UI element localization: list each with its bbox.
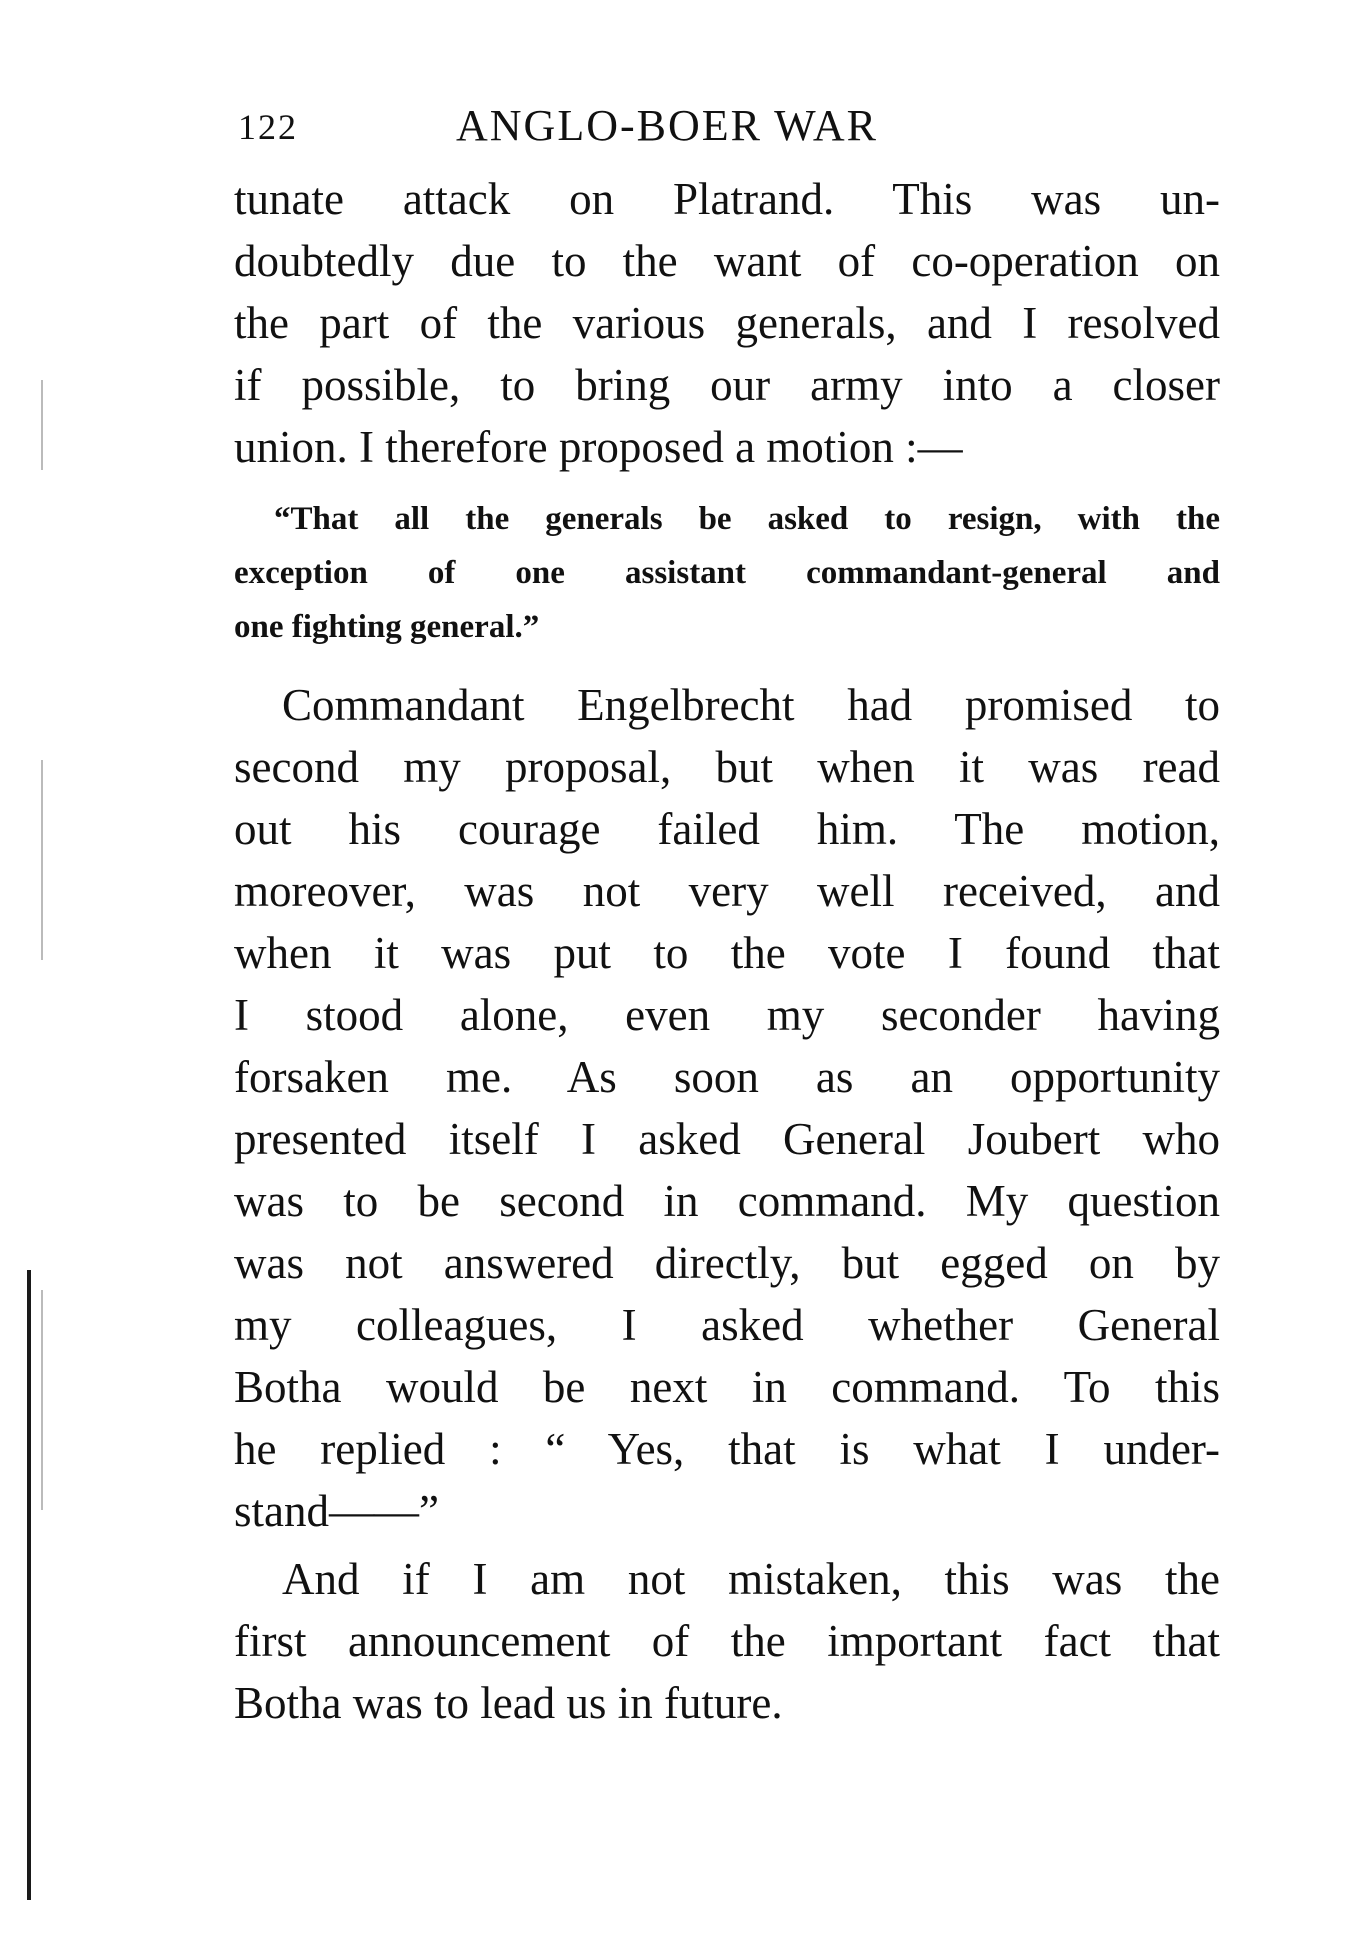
text-line: Commandant Engelbrecht had promised to — [282, 680, 1220, 730]
paragraph-2 — [234, 674, 1220, 1542]
text-line: Botha would be next in command. To this — [234, 1362, 1220, 1412]
text-line: And if I am not mistaken, this was the — [282, 1554, 1220, 1604]
text-line: the part of the various generals, and I resolved — [234, 298, 1220, 348]
text-line: Botha was to lead us in future. — [234, 1678, 783, 1728]
text-line: presented itself I asked General Joubert who — [234, 1114, 1220, 1164]
text-line: union. I therefore proposed a motion :— — [234, 422, 963, 472]
text-line: forsaken me. As soon as an opportunity — [234, 1052, 1220, 1102]
text-line: if possible, to bring our army into a closer — [234, 360, 1220, 410]
scan-edge-shadow — [27, 1270, 31, 1900]
body-text — [234, 168, 1220, 1734]
text-line: when it was put to the vote I found that — [234, 928, 1220, 978]
text-line: out his courage failed him. The motion, — [234, 804, 1220, 854]
scan-speck — [41, 760, 43, 960]
page-header — [238, 100, 1220, 156]
quote-line: “That all the generals be asked to resign, with the — [274, 501, 1220, 537]
paragraph-1 — [234, 168, 1220, 478]
page-number: 122 — [238, 107, 298, 147]
text-line: I stood alone, even my seconder having — [234, 990, 1220, 1040]
text-line: he replied : “ Yes, that is what I under- — [234, 1424, 1220, 1474]
block-quote — [234, 492, 1220, 654]
scan-speck — [41, 1290, 43, 1510]
scan-speck — [41, 380, 43, 470]
text-line: was not answered directly, but egged on by — [234, 1238, 1220, 1288]
text-line: doubtedly due to the want of co-operation on — [234, 236, 1220, 286]
quote-line: exception of one assistant commandant-general and — [234, 555, 1220, 591]
text-line: my colleagues, I asked whether General — [234, 1300, 1220, 1350]
text-line: stand——” — [234, 1486, 439, 1536]
text-line: first announcement of the important fact that — [234, 1616, 1220, 1666]
text-line: tunate attack on Platrand. This was un- — [234, 174, 1220, 224]
text-line: was to be second in command. My question — [234, 1176, 1220, 1226]
text-line: moreover, was not very well received, and — [234, 866, 1220, 916]
running-title: ANGLO-BOER WAR — [456, 101, 878, 150]
paragraph-3 — [234, 1548, 1220, 1734]
quote-line: one fighting general.” — [234, 609, 540, 645]
text-line: second my proposal, but when it was read — [234, 742, 1220, 792]
